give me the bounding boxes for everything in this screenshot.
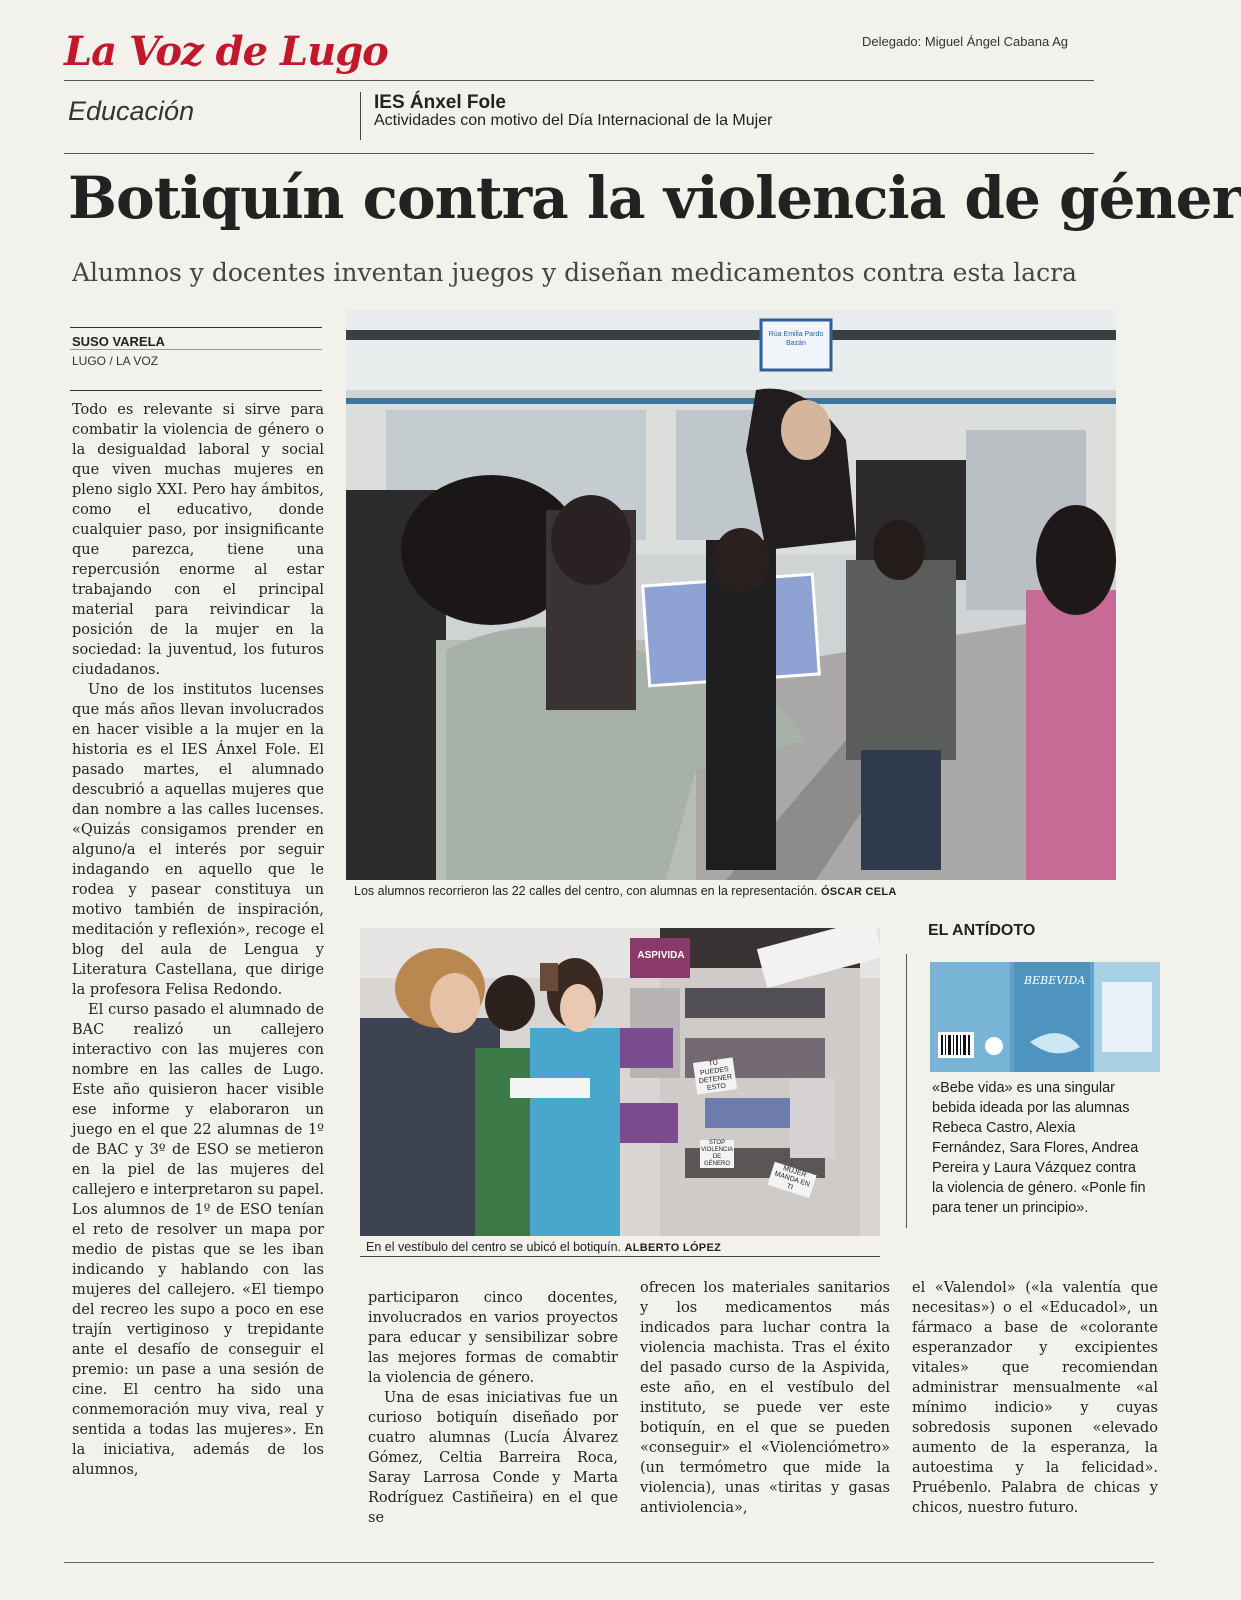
photo2-caption-text: En el vestíbulo del centro se ubicó el botiquín.	[366, 1240, 622, 1254]
stop-note: STOP VIOLENCIA DE GÉNERO	[700, 1140, 733, 1167]
bebevida-label: BEBEVIDA	[1024, 974, 1086, 987]
bebevida-product-image	[930, 962, 1160, 1072]
dateline: LUGO / LA VOZ	[72, 354, 159, 368]
mujer-note: MUJER MANDA EN TI	[767, 1162, 816, 1198]
paragraph: participaron cinco docentes, involucrados en varios proyectos para educar y sensibilizar sobre las mejores formas de comabtir la violencia de género.	[368, 1290, 618, 1386]
photo1-caption-text: Los alumnos recorrieron las 22 calles del centro, con alumnas en la representación.	[354, 884, 818, 898]
paragraph: ofrecen los materiales sanitarios y los medicamentos más indicados para luchar contra la violencia machista. Tras el éxito del pasado curso de la Aspivida, este año, en el vestíbulo del instituto, se puede ver este botiquín, en el que se pueden «conseguir» el «Violenciómetro» (un termómetro que mide la violencia), unas «tiritas y gasas antiviolencia»,	[640, 1280, 890, 1516]
paragraph: el «Valendol» («la valentía que necesitas») o el «Educadol», un fármaco a base de «colorante esperanzador y excipientes vitales» que recomiendan administrar mensualmente «al mínimo indicio» y cuyas sobredosis suponen «elevado aumento de la esperanza, la autoestima y la felicidad». Pruébenlo. Palabra de chicas y chicos, nuestro futuro.	[912, 1280, 1158, 1516]
sidebar-title: EL ANTÍDOTO	[928, 922, 1036, 939]
photo-students-street-game	[346, 310, 1116, 880]
photo2-caption	[366, 1240, 721, 1254]
paragraph: Todo es relevante si sirve para combatir la violencia de género o la desigualdad laboral y social que viven muchas mujeres en pleno siglo XXI. Pero hay ámbitos, como el educativo, donde cualquier paso, por insignificante que parezca, tiene una repercusión enorme al estar trabajando con el principal material para reivindicar la posición de la mujer en la sociedad: la juventud, los futuros ciudadanos.	[72, 402, 324, 678]
institute-name: IES Ánxel Fole	[374, 92, 506, 113]
article-column-2	[368, 1288, 618, 1528]
masthead-logo: La Voz de Lugo	[64, 28, 388, 75]
byline-rule	[70, 327, 322, 328]
article-column-3	[640, 1278, 890, 1518]
sidebar-text: «Bebe vida» es una singular bebida ideada por las alumnas Rebeca Castro, Alexia Fernández, Sara Flores, Andrea Pereira y Laura Vázquez contra la violencia de género. «Ponle fin para tener un principio».	[932, 1080, 1146, 1216]
street-sign: Rúa Emilia Pardo Bazán	[768, 331, 824, 347]
photo-first-aid-kit	[360, 928, 880, 1236]
photo1-caption	[354, 884, 897, 898]
sidebar-left-rule	[906, 954, 907, 1228]
article-column-1	[72, 400, 324, 1480]
header-rule	[64, 80, 1094, 81]
header-divider	[360, 92, 361, 140]
paragraph: El curso pasado el alumnado de BAC realizó un callejero interactivo con las mujeres con nombre en las calles de Lugo. Este año quisieron hacer visible ese informe y elaboraron un juego en el que 22 alumnas de 1º de BAC y 3º de ESO se metieron en la piel de las mujeres del callejero e interpretaron su papel. Los alumnos de 1º de ESO tenían el reto de resolver un mapa por medio de pistas que se les iban indicando y hablando con las mujeres del callejero. «El tiempo del recreo les supo a poco en ese trajín vertiginoso y trepidante ante el desafío de conseguir el premio: un pase a una sesión de cine. El centro ha sido una conmemoración muy viva, real y sentida a todas las mujeres». En la iniciativa, además de los alumnos,	[72, 1002, 324, 1478]
footer-rule	[64, 1562, 1154, 1563]
delegate-line: Delegado: Miguel Ángel Cabana Ag	[862, 34, 1068, 49]
section-label: Educación	[68, 96, 195, 126]
tu-puedes-note: TÚ PUEDES DETENER ESTO	[693, 1057, 737, 1094]
author: SUSO VARELA	[72, 334, 165, 349]
article-column-4	[912, 1278, 1158, 1518]
photo2-bottom-rule	[360, 1256, 880, 1257]
paragraph: Uno de los institutos lucenses que más años llevan involucrados en hacer visible a la mujer en la historia es el IES Ánxel Fole. El pasado martes, el alumnado descubrió a aquellas mujeres que dan nombre a las calles lucenses. «Quizás consigamos prender en alguno/a el interés por seguir indagando en aquello que le rodea y pasear constituya un motivo también de inspiración, meditación y reflexión», recoge el blog del aula de Lengua y Literatura Castellana, que dirige la profesora Felisa Redondo.	[72, 682, 324, 998]
headline: Botiquín contra la violencia de géner	[68, 164, 1241, 232]
body-top-rule	[70, 390, 322, 391]
subheadline: Alumnos y docentes inventan juegos y diseñan medicamentos contra esta lacra	[72, 258, 1077, 287]
paragraph: Una de esas iniciativas fue un curioso botiquín diseñado por cuatro alumnas (Lucía Álvarez Gómez, Celtia Barreira Roca, Saray Larrosa Conde y Marta Rodríguez Castiñeira) en el que se	[368, 1390, 618, 1526]
activities-line: Actividades con motivo del Día Internacional de la Mujer	[374, 112, 773, 129]
photo1-credit: ÓSCAR CELA	[820, 886, 897, 898]
photo2-credit: ALBERTO LÓPEZ	[624, 1242, 722, 1254]
byline-rule-2	[70, 349, 322, 350]
header-rule-2	[64, 153, 1094, 154]
aspivida-label: ASPIVIDA	[637, 950, 685, 961]
